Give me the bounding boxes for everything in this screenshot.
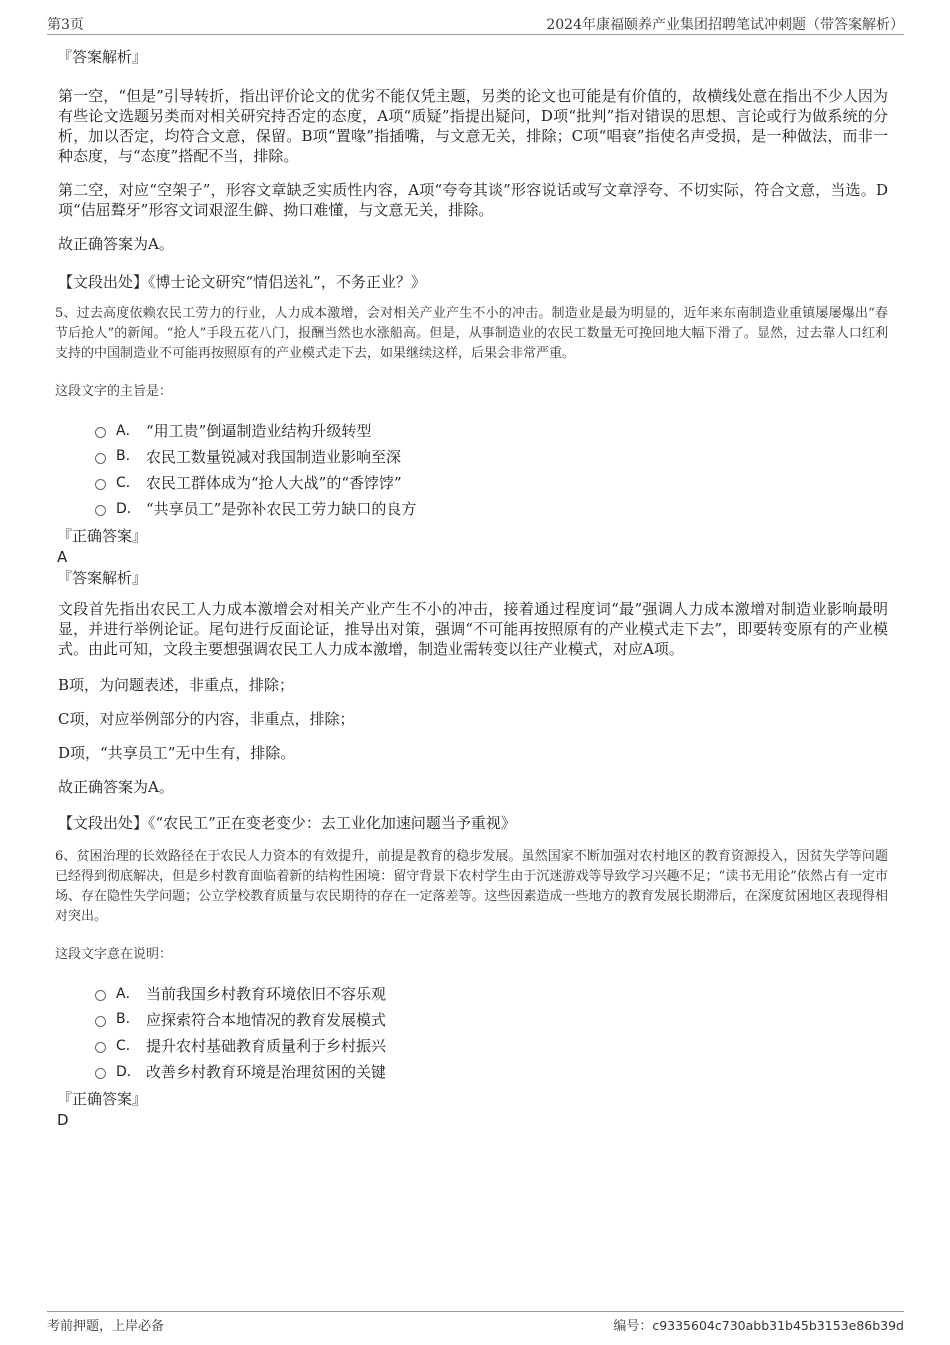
- page-header: [47, 12, 904, 35]
- document-title: 2024年康福颐养产业集团招聘笔试冲刺题（带答案解析）: [546, 17, 904, 33]
- radio-icon[interactable]: [95, 990, 106, 1001]
- radio-icon[interactable]: [95, 1068, 106, 1079]
- q5-option-a[interactable]: A． “用工贵”倒逼制造业结构升级转型: [95, 417, 888, 443]
- footer-code: 编号：c9335604c730abb31b45b3153e86b39d: [613, 1318, 904, 1334]
- radio-icon[interactable]: [95, 427, 106, 438]
- q6-answer: D: [57, 1111, 69, 1129]
- q5-analysis-p2: B项，为问题表述，非重点，排除；: [58, 676, 295, 694]
- q5-prompt: 这段文字的主旨是：: [55, 384, 173, 399]
- page-number: 第3页: [47, 17, 84, 33]
- footer-slogan: 考前押题，上岸必备: [47, 1319, 165, 1334]
- q5-analysis-p1: 文段首先指出农民工人力成本激增会对相关产业产生不小的冲击，接着通过程度词“最”强调人力成本激增对制造业影响最明显，并进行举例论证。尾句进行反面论证，推导出对策，强调“不可能再按照原有的产业模式走下去”，即要转变原有的产业模式。由此可知，文段主要想强调农民工人力成本激增，制造业需转变以往产业模式，对应A项。: [58, 600, 888, 658]
- radio-icon[interactable]: [95, 505, 106, 516]
- radio-icon[interactable]: [95, 1042, 106, 1053]
- q6-stem: 6、贫困治理的长效路径在于农民人力资本的有效提升，前提是教育的稳步发展。虽然国家不断加强对农村地区的教育资源投入，因贫失学等问题已经得到彻底解决，但是乡村教育面临着新的结构性困境：留守背景下农村学生由于沉迷游戏等导致学习兴趣不足；“读书无用论”依然占有一定市场、存在隐性失学问题；公立学校教育质量与农民期待的存在一定落差等。这些因素造成一些地方的教育发展长期滞后，在深度贫困地区表现得相对突出。: [55, 849, 888, 924]
- q5-source: 【文段出处】《“农民工”正在变老变少：去工业化加速问题当予重视》: [58, 814, 516, 832]
- q6-prompt: 这段文字意在说明：: [55, 947, 173, 962]
- radio-icon[interactable]: [95, 453, 106, 464]
- q5-answer: A: [57, 548, 68, 566]
- q6-option-b[interactable]: B. 应探索符合本地情况的教育发展模式: [95, 1006, 888, 1032]
- q6-options: [95, 980, 888, 1084]
- q6-option-d[interactable]: D． 改善乡村教育环境是治理贫困的关键: [95, 1058, 888, 1084]
- q5-analysis-p4: D项，“共享员工”无中生有，排除。: [58, 744, 296, 762]
- q6-option-a[interactable]: A． 当前我国乡村教育环境依旧不容乐观: [95, 980, 888, 1006]
- radio-icon[interactable]: [95, 1016, 106, 1027]
- radio-icon[interactable]: [95, 479, 106, 490]
- q4-analysis-p2: 第二空，对应“空架子”，形容文章缺乏实质性内容，A项“夸夸其谈”形容说话或写文章浮夸、不切实际，符合文意，当选。D项“佶屈聱牙”形容文词艰涩生僻、拗口难懂，与文意无关，排除。: [58, 181, 888, 219]
- q4-source: 【文段出处】《博士论文研究“情侣送礼”，不务正业？》: [58, 273, 426, 291]
- page-content: [55, 40, 888, 1130]
- q4-analysis-label: 『答案解析』: [57, 48, 148, 66]
- q5-conclusion: 故正确答案为A。: [58, 778, 174, 796]
- q5-options: [95, 417, 888, 521]
- q5-option-b[interactable]: B. 农民工数量锐减对我国制造业影响至深: [95, 443, 888, 469]
- q6-option-c[interactable]: C． 提升农村基础教育质量利于乡村振兴: [95, 1032, 888, 1058]
- q5-option-c[interactable]: C． 农民工群体成为“抢人大战”的“香饽饽”: [95, 469, 888, 495]
- q6-answer-label: 『正确答案』: [57, 1090, 148, 1108]
- q5-answer-label: 『正确答案』: [57, 527, 148, 545]
- page-footer: [47, 1311, 904, 1338]
- q5-analysis-label: 『答案解析』: [57, 569, 148, 587]
- q4-conclusion: 故正确答案为A。: [58, 235, 174, 253]
- q4-analysis-p1: 第一空，“但是”引导转折，指出评价论文的优劣不能仅凭主题，另类的论文也可能是有价值的，故横线处意在指出不少人因为有些论文选题另类而对相关研究持否定的态度，A项“质疑”指提出疑问，D项“批判”指对错误的思想、言论或行为做系统的分析，加以否定，均符合文意，保留。B项“置喙”指插嘴，与文意无关，排除；C项“唱衰”指使名声受损，是一种做法，而非一种态度，与“态度”搭配不当，排除。: [58, 87, 888, 165]
- q5-stem: 5、过去高度依赖农民工劳力的行业，人力成本激增，会对相关产业产生不小的冲击。制造业是最为明显的，近年来东南制造业重镇屡屡爆出“春节后抢人”的新闻。“抢人”手段五花八门，报酬当然也水涨船高。但是，从事制造业的农民工数量无可挽回地大幅下滑了。显然，过去靠人口红利支持的中国制造业不可能再按照原有的产业模式走下去，如果继续这样，后果会非常严重。: [55, 306, 888, 361]
- q5-analysis-p3: C项，对应举例部分的内容，非重点，排除；: [58, 710, 355, 728]
- q5-option-d[interactable]: D． “共享员工”是弥补农民工劳力缺口的良方: [95, 495, 888, 521]
